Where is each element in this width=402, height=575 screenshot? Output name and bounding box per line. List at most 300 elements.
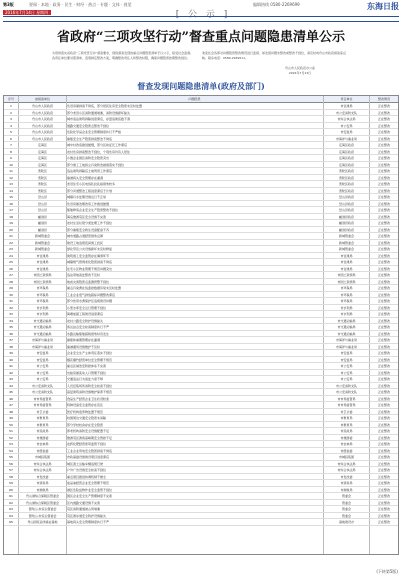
row-unit: 岱山县 bbox=[37, 195, 47, 199]
row-unit: 市教育局 bbox=[36, 416, 49, 420]
row-responsible: 市公安局 bbox=[340, 370, 353, 375]
row-status: 正在整改 bbox=[377, 182, 390, 186]
row-number: 53 bbox=[9, 442, 13, 446]
row-unit: 市农林局 bbox=[36, 442, 49, 446]
row-issue: 海塘加固工程建设进度滞后 bbox=[67, 312, 104, 316]
row-status: 正在整改 bbox=[377, 169, 390, 173]
row-status: 正在整改 bbox=[377, 188, 390, 193]
row-status: 正在整改 bbox=[377, 299, 390, 303]
row-responsible: 市住建局 bbox=[340, 104, 353, 108]
row-responsible: 新城管委会 bbox=[338, 247, 354, 251]
row-status: 正在整改 bbox=[377, 227, 390, 232]
row-issue: 部分河道整治工程进度滞后于计划 bbox=[67, 188, 113, 193]
row-unit: 舟山市人民政府 bbox=[31, 130, 53, 134]
row-issue: 违法用地查处整改不及时 bbox=[67, 273, 101, 277]
header-responsible: 责任单位 bbox=[340, 97, 353, 101]
row-responsible: 管委会 bbox=[341, 500, 351, 505]
row-status: 正在整改 bbox=[377, 149, 390, 154]
row-responsible: 新城管委会 bbox=[338, 234, 354, 238]
row-unit: 新城管委会 bbox=[34, 240, 50, 245]
row-responsible: 市交通运输局 bbox=[337, 331, 356, 336]
row-number: 6 bbox=[10, 136, 12, 141]
row-status: 正在整改 bbox=[377, 494, 390, 498]
row-issue: 工业企业用电安全隐患排查不彻底 bbox=[67, 448, 113, 453]
row-issue: 重点项目推进协调机制不健全 bbox=[67, 474, 107, 479]
row-unit: 市公安消防支队 bbox=[31, 383, 53, 388]
row-number: 11 bbox=[9, 169, 13, 173]
row-unit: 市城投集团 bbox=[34, 455, 50, 459]
row-status: 正在整改 bbox=[377, 396, 390, 401]
row-responsible: 市旅游委 bbox=[340, 435, 353, 440]
row-number: 58 bbox=[9, 474, 13, 479]
row-responsible: 市国土资源局 bbox=[337, 279, 356, 284]
row-number: 18 bbox=[9, 214, 13, 219]
row-issue: 出租房屋流动人口管理不到位 bbox=[67, 370, 107, 375]
row-issue: 城镇污水处理设施运行不正常 bbox=[67, 195, 107, 199]
row-status: 正在整改 bbox=[377, 292, 390, 297]
row-issue: 客运站点安全检查制度执行不严 bbox=[67, 325, 110, 329]
row-number: 15 bbox=[9, 195, 13, 199]
row-number: 59 bbox=[9, 481, 13, 485]
row-status: 正在整改 bbox=[377, 520, 390, 524]
row-issue: 医疗机构废弃物处置不规范 bbox=[67, 409, 104, 414]
row-status: 正在整改 bbox=[377, 266, 390, 271]
row-number: 55 bbox=[9, 455, 13, 459]
row-status: 正在整改 bbox=[377, 273, 390, 277]
row-unit: 市市场监管局 bbox=[33, 396, 52, 401]
row-number: 2 bbox=[10, 110, 12, 115]
row-issue: 建筑施工安全监管存在薄弱环节 bbox=[67, 253, 110, 258]
row-number: 32 bbox=[9, 305, 13, 310]
row-responsible: 市国土资源局 bbox=[337, 273, 356, 277]
row-unit: 市卫计委 bbox=[36, 409, 49, 414]
row-unit: 舟山市人民政府 bbox=[31, 123, 53, 128]
row-responsible: 市城投集团 bbox=[338, 455, 354, 459]
row-responsible: 市综合执法局 bbox=[337, 117, 356, 121]
row-status: 正在整改 bbox=[377, 442, 390, 446]
row-responsible: 市海洋与渔业局 bbox=[335, 136, 357, 141]
row-status: 正在整改 bbox=[377, 455, 390, 459]
row-responsible: 市民政局 bbox=[340, 429, 353, 433]
row-responsible: 岱山县政府 bbox=[338, 195, 354, 199]
row-issue: 渔港码头安全管理存在漏洞 bbox=[67, 175, 104, 180]
row-issue: 危险化学品企业安全管理制度执行不严格 bbox=[67, 130, 122, 134]
row-responsible: 嵊泗县政府 bbox=[338, 221, 354, 225]
row-responsible: 市住建局 bbox=[340, 253, 353, 258]
row-issue: 渔港避风设施维护不及时 bbox=[67, 344, 101, 349]
row-issue: 景区消防通道被占用堵塞 bbox=[67, 507, 101, 511]
row-number: 9 bbox=[10, 156, 12, 160]
hotline: 编辑热线 0580-2269699 bbox=[253, 2, 300, 7]
row-status: 正在整改 bbox=[377, 357, 390, 362]
row-number: 38 bbox=[9, 344, 13, 349]
row-unit: 市安监局 bbox=[36, 357, 49, 362]
row-status: 正在整改 bbox=[377, 429, 390, 433]
issue-table bbox=[3, 95, 399, 555]
row-unit: 舟山市人民政府 bbox=[31, 117, 53, 121]
row-number: 23 bbox=[9, 247, 13, 251]
row-number: 3 bbox=[10, 117, 12, 121]
row-status: 正在整改 bbox=[377, 208, 390, 212]
row-responsible: 市海洋与渔业局 bbox=[335, 338, 357, 342]
row-number: 56 bbox=[9, 461, 13, 466]
row-responsible: 市环保局 bbox=[340, 299, 353, 303]
row-issue: 人员密集场所消防安全检查不到位 bbox=[67, 383, 113, 388]
table-header bbox=[4, 96, 398, 103]
row-unit: 市教育局 bbox=[36, 422, 49, 427]
header-no: 序号 bbox=[7, 97, 14, 101]
row-number: 63 bbox=[9, 507, 13, 511]
row-responsible: 市水利局 bbox=[340, 312, 353, 316]
row-unit: 市海洋与渔业局 bbox=[31, 338, 53, 342]
row-responsible: 市港航局 bbox=[340, 487, 353, 492]
row-number: 24 bbox=[9, 253, 13, 258]
row-responsible: 岱山县政府 bbox=[338, 208, 354, 212]
row-status: 正在整改 bbox=[377, 201, 390, 206]
masthead-rule bbox=[3, 16, 399, 17]
row-issue: 部分饮用水源保护区违规建设问题 bbox=[67, 299, 113, 303]
row-unit: 定海区 bbox=[37, 162, 47, 167]
date-bar: 2016年7月14日 星期四 bbox=[3, 10, 51, 15]
row-issue: 城区渣土运输车辆违规行驶 bbox=[67, 461, 104, 466]
row-unit: 市安监局 bbox=[36, 351, 49, 355]
row-issue: 校园周边交通安全隐患未消除 bbox=[67, 416, 107, 420]
row-unit: 舟山国家远洋渔业基地 bbox=[27, 520, 58, 524]
row-issue: 城中村改造推进缓慢，部分区块征迁工作滞后 bbox=[67, 143, 128, 147]
row-status: 正在整改 bbox=[377, 247, 390, 251]
row-number: 44 bbox=[9, 383, 13, 388]
row-unit: 市市场监管局 bbox=[33, 403, 52, 407]
row-unit: 市综合执法局 bbox=[33, 468, 52, 472]
header-status: 整改情况 bbox=[377, 97, 390, 101]
row-responsible: 定海区政府 bbox=[338, 162, 354, 167]
row-status: 正在整改 bbox=[377, 383, 390, 388]
row-issue: 危旧房屋治理改造工作推进缓慢 bbox=[67, 201, 110, 206]
row-issue: 道路交通安全隐患点整治不到位 bbox=[67, 123, 110, 128]
row-status: 正在整改 bbox=[377, 110, 390, 115]
row-status: 正在整改 bbox=[377, 468, 390, 472]
row-status: 正在整改 bbox=[377, 435, 390, 440]
row-number: 5 bbox=[10, 130, 12, 134]
row-status: 正在整改 bbox=[377, 487, 390, 492]
row-issue: 绿化带及公共设施损坏未及时修复 bbox=[67, 247, 113, 251]
row-responsible: 管委会 bbox=[341, 513, 351, 518]
row-unit: 定海区 bbox=[37, 143, 47, 147]
row-unit: 市发改委 bbox=[36, 474, 49, 479]
row-unit: 市交通运输局 bbox=[33, 331, 52, 336]
row-status: 正在整改 bbox=[377, 507, 390, 511]
row-unit: 市国土资源局 bbox=[33, 279, 52, 284]
row-number: 36 bbox=[9, 331, 13, 336]
section-label: [ 公 示 ] bbox=[175, 10, 231, 20]
row-number: 65 bbox=[9, 520, 13, 524]
row-number: 50 bbox=[9, 422, 13, 427]
row-status: 正在整改 bbox=[377, 286, 390, 290]
row-issue: 园区企业安全生产管理制度不完善 bbox=[67, 494, 113, 498]
row-unit: 市水利局 bbox=[36, 312, 49, 316]
masthead-topline bbox=[3, 1, 399, 11]
row-status: 正在整改 bbox=[377, 370, 390, 375]
row-responsible: 市交通运输局 bbox=[337, 325, 356, 329]
row-status: 正在整改 bbox=[377, 416, 390, 420]
row-number: 10 bbox=[9, 162, 13, 167]
row-unit: 市港航局 bbox=[36, 487, 49, 492]
row-status: 正在整改 bbox=[377, 338, 390, 342]
row-unit: 嵊泗县 bbox=[37, 214, 47, 219]
row-unit: 定海区 bbox=[37, 156, 47, 160]
row-unit: 岱山县 bbox=[37, 201, 47, 206]
row-issue: 小型水库安全运行管理不到位 bbox=[67, 305, 107, 310]
row-responsible: 普陀区政府 bbox=[338, 175, 354, 180]
row-status: 正在整改 bbox=[377, 117, 390, 121]
row-responsible: 市发改委 bbox=[340, 474, 353, 479]
row-responsible: 定海区政府 bbox=[338, 149, 354, 154]
row-status: 正在整改 bbox=[377, 344, 390, 349]
row-unit: 舟山港综合保税区管委会 bbox=[25, 494, 59, 498]
row-issue: 城市违法建筑拆除进度滞后，存量违建底数不清 bbox=[67, 117, 131, 121]
row-number: 51 bbox=[9, 429, 13, 433]
row-status: 正在整改 bbox=[377, 260, 390, 264]
table-body bbox=[4, 103, 398, 526]
row-status: 正在整改 bbox=[377, 104, 390, 108]
row-responsible: 定海区政府 bbox=[338, 156, 354, 160]
row-number: 57 bbox=[9, 468, 13, 472]
row-unit: 市公安局 bbox=[36, 377, 49, 381]
row-status: 正在整改 bbox=[377, 175, 390, 180]
row-number: 35 bbox=[9, 325, 13, 329]
row-number: 8 bbox=[10, 149, 12, 154]
row-issue: 城镇燃气管网老化隐患排查不彻底 bbox=[67, 260, 113, 264]
row-unit: 市公安局 bbox=[36, 364, 49, 368]
row-issue: 港区危险货物作业安全监管不到位 bbox=[67, 487, 113, 492]
row-issue: 部分老旧小区消防通道堵塞，消防设施损坏缺失 bbox=[67, 110, 131, 115]
row-responsible: 市交通运输局 bbox=[337, 318, 356, 323]
row-issue: 区内道路交通设施不完善 bbox=[67, 500, 101, 505]
row-number: 33 bbox=[9, 312, 13, 316]
row-status: 正在整改 bbox=[377, 364, 390, 368]
row-responsible: 岱山县政府 bbox=[338, 201, 354, 206]
row-responsible: 市综合执法局 bbox=[337, 468, 356, 472]
nav-strip: 要闻 · 本地 · 政务 · 民生 · 财经 · 热点 · 专题 · 文体 · 视觉 bbox=[29, 2, 132, 7]
row-number: 49 bbox=[9, 416, 13, 420]
row-issue: 烟花爆竹经营单位安全管理不规范 bbox=[67, 357, 113, 362]
row-issue: 小微企业园区消防安全隐患突出 bbox=[67, 156, 110, 160]
row-number: 60 bbox=[9, 487, 13, 492]
row-issue: 部分学校校舍存在安全隐患 bbox=[67, 422, 104, 427]
row-status: 正在整改 bbox=[377, 156, 390, 160]
row-status: 正在整改 bbox=[377, 123, 390, 128]
row-number: 37 bbox=[9, 338, 13, 342]
row-issue: 危旧房屋排查不彻底，部分居民住房安全隐患未及时处置 bbox=[67, 104, 143, 108]
row-status: 正在整改 bbox=[377, 253, 390, 258]
newspaper-brand: 东海日报 bbox=[367, 1, 399, 11]
row-responsible: 嵊泗县政府 bbox=[338, 214, 354, 219]
row-status: 正在整改 bbox=[377, 377, 390, 381]
row-status: 正在整改 bbox=[377, 474, 390, 479]
row-status: 正在整改 bbox=[377, 214, 390, 219]
row-number: 7 bbox=[10, 143, 12, 147]
row-number: 16 bbox=[9, 201, 13, 206]
row-issue: 渔船安全生产隐患排查整治不彻底 bbox=[67, 136, 113, 141]
row-issue: 住宅小区物业管理不规范问题突出 bbox=[67, 266, 113, 271]
row-responsible: 市市场监管局 bbox=[337, 403, 356, 407]
row-issue: 高层建筑消防设施维护保养不规范 bbox=[67, 390, 113, 394]
row-issue: 景区游步道安全防护设施缺失 bbox=[67, 513, 107, 518]
row-responsible: 普陀区政府 bbox=[338, 182, 354, 186]
row-unit: 新城管委会 bbox=[34, 234, 50, 238]
row-status: 正在整改 bbox=[377, 403, 390, 407]
row-responsible: 普陀区政府 bbox=[338, 169, 354, 173]
row-unit: 市国土资源局 bbox=[33, 273, 52, 277]
row-unit: 舟山港综合保税区管委会 bbox=[25, 500, 59, 505]
row-issue: 老旧住宅小区电线私拉乱接现象较多 bbox=[67, 182, 116, 186]
row-responsible: 市教育局 bbox=[340, 422, 353, 427]
row-issue: 地质灾害隐患点监测预警不到位 bbox=[67, 279, 110, 284]
row-responsible: 市公安消防支队 bbox=[335, 390, 357, 394]
row-issue: 旅游景区游客高峰期安全管控不足 bbox=[67, 435, 113, 440]
row-issue: 成品油经营企业安全管理不规范 bbox=[67, 481, 110, 485]
row-status: 正在整改 bbox=[377, 130, 390, 134]
row-issue: 基地码头安全管理制度执行不严 bbox=[67, 520, 110, 524]
row-unit: 市综合执法局 bbox=[33, 461, 52, 466]
row-unit: 市公安消防支队 bbox=[31, 390, 53, 394]
row-responsible: 市综合执法局 bbox=[337, 461, 356, 466]
row-unit: 岱山县 bbox=[37, 208, 47, 212]
row-status: 正在整改 bbox=[377, 500, 390, 505]
row-issue: 重点污染源在线监控数据异常未及时处置 bbox=[67, 286, 122, 290]
row-number: 40 bbox=[9, 357, 13, 362]
row-unit: 舟山市人民政府 bbox=[31, 104, 53, 108]
row-unit: 普陀区 bbox=[37, 175, 47, 180]
row-issue: 部分施工工地扬尘污染防治措施落实不到位 bbox=[67, 162, 125, 167]
row-unit: 嵊泗县 bbox=[37, 227, 47, 232]
row-status: 正在整改 bbox=[377, 351, 390, 355]
row-responsible: 市海洋与渔业局 bbox=[335, 344, 357, 349]
row-unit: 舟山市人民政府 bbox=[31, 110, 53, 115]
row-status: 正在整改 bbox=[377, 409, 390, 414]
row-number: 45 bbox=[9, 390, 13, 394]
row-responsible: 市安监局 bbox=[340, 357, 353, 362]
row-number: 30 bbox=[9, 292, 13, 297]
row-number: 26 bbox=[9, 266, 13, 271]
row-issue: 特种设备安全监管存在盲区 bbox=[67, 403, 104, 407]
masthead-rule-bottom bbox=[3, 21, 399, 22]
row-issue: 城市道路占道经营现象反弹 bbox=[67, 234, 104, 238]
row-number: 52 bbox=[9, 435, 13, 440]
row-unit: 市住建局 bbox=[36, 266, 49, 271]
row-status: 正在整改 bbox=[377, 221, 390, 225]
row-number: 22 bbox=[9, 240, 13, 245]
row-issue: 建设工地违规夜间施工扰民 bbox=[67, 240, 104, 245]
row-responsible: 新城管委会 bbox=[338, 240, 354, 245]
row-unit: 市住建局 bbox=[36, 260, 49, 264]
row-responsible: 市环保局 bbox=[340, 286, 353, 290]
row-unit: 普陀区 bbox=[37, 182, 47, 186]
row-status: 正在整改 bbox=[377, 162, 390, 167]
row-responsible: 嵊泗县政府 bbox=[338, 227, 354, 232]
row-issue: 工业企业废气排放超标问题整改滞后 bbox=[67, 292, 116, 297]
row-number: 48 bbox=[9, 409, 13, 414]
row-unit: 普陀区 bbox=[37, 188, 47, 193]
row-issue: 农村生活垃圾分类处理工作不到位 bbox=[67, 221, 113, 225]
row-issue: 交通违法行为查处力度不够 bbox=[67, 377, 104, 381]
row-status: 正在整改 bbox=[377, 481, 390, 485]
row-responsible: 市公安消防支队 bbox=[335, 110, 357, 115]
row-unit: 定海区 bbox=[37, 149, 47, 154]
row-issue: 农药化肥经营使用监管不到位 bbox=[67, 442, 107, 446]
row-status: 正在整改 bbox=[377, 143, 390, 147]
row-number: 34 bbox=[9, 318, 13, 323]
row-issue: 养老机构消防安全设施配置不足 bbox=[67, 429, 110, 433]
row-unit: 新城管委会 bbox=[34, 247, 50, 251]
row-number: 47 bbox=[9, 403, 13, 407]
row-unit: 市环保局 bbox=[36, 292, 49, 297]
row-issue: 部分渔船安全救生设备配备不齐 bbox=[67, 227, 110, 232]
row-status: 正在整改 bbox=[377, 331, 390, 336]
row-unit: 市住建局 bbox=[36, 253, 49, 258]
row-responsible: 市安监局 bbox=[340, 130, 353, 134]
row-issue: 船舶修造企业安全生产隐患整改不到位 bbox=[67, 208, 119, 212]
row-number: 41 bbox=[9, 364, 13, 368]
row-responsible: 市住建局 bbox=[340, 266, 353, 271]
row-unit: 市公安局 bbox=[36, 370, 49, 375]
row-unit: 普陀山-朱家尖管委会 bbox=[28, 507, 57, 511]
masthead bbox=[3, 2, 399, 22]
row-number: 1 bbox=[10, 104, 12, 108]
row-unit: 市交通运输局 bbox=[33, 325, 52, 329]
row-number: 31 bbox=[9, 299, 13, 303]
row-unit: 市商务局 bbox=[36, 481, 49, 485]
intro-right-block bbox=[202, 51, 350, 75]
row-status: 正在整改 bbox=[377, 448, 390, 453]
row-number: 20 bbox=[9, 227, 13, 232]
row-status: 正在整改 bbox=[377, 279, 390, 284]
row-unit: 市环保局 bbox=[36, 286, 49, 290]
row-unit: 普陀区 bbox=[37, 169, 47, 173]
row-unit: 舟山市人民政府 bbox=[31, 136, 53, 141]
row-responsible: 管委会 bbox=[341, 507, 351, 511]
row-responsible: 市公安消防支队 bbox=[335, 383, 357, 388]
row-number: 4 bbox=[10, 123, 12, 128]
row-unit: 市交通运输局 bbox=[33, 318, 52, 323]
row-issue: 渔船休渔期管理存在漏洞 bbox=[67, 338, 101, 342]
row-number: 46 bbox=[9, 396, 13, 401]
row-unit: 市民政局 bbox=[36, 429, 49, 433]
row-responsible: 市公安局 bbox=[340, 377, 353, 381]
row-number: 17 bbox=[9, 208, 13, 212]
row-issue: 违法建筑拆除后土地利用工作滞后 bbox=[67, 169, 113, 173]
continued-note: (下转第5版) bbox=[376, 569, 398, 574]
row-responsible: 市教育局 bbox=[340, 416, 353, 420]
row-status: 正在整改 bbox=[377, 195, 390, 199]
row-responsible: 管委会 bbox=[341, 494, 351, 498]
table-row bbox=[4, 519, 398, 526]
row-responsible: 市安监局 bbox=[340, 351, 353, 355]
header-unit: 被督查单位 bbox=[34, 97, 50, 101]
intro-right-paragraph: 欢迎社会各界对问题隐患整改情况进行监督，如发现问题未整改或整改不到位，请及时向舟山市政府督查室反映。联系电话：0580-2269511。 bbox=[202, 51, 347, 60]
row-status: 正在整改 bbox=[377, 513, 390, 518]
row-unit: 市环保局 bbox=[36, 299, 49, 303]
row-responsible: 市商务局 bbox=[340, 481, 353, 485]
row-issue: 企业安全生产主体责任落实不到位 bbox=[67, 351, 113, 355]
row-status: 正在整改 bbox=[377, 305, 390, 310]
row-unit: 普陀山-朱家尖管委会 bbox=[28, 513, 57, 518]
row-number: 19 bbox=[9, 221, 13, 225]
row-status: 正在整改 bbox=[377, 234, 390, 238]
row-unit: 市水利局 bbox=[36, 305, 49, 310]
row-status: 正在整改 bbox=[377, 240, 390, 245]
row-number: 21 bbox=[9, 234, 13, 238]
